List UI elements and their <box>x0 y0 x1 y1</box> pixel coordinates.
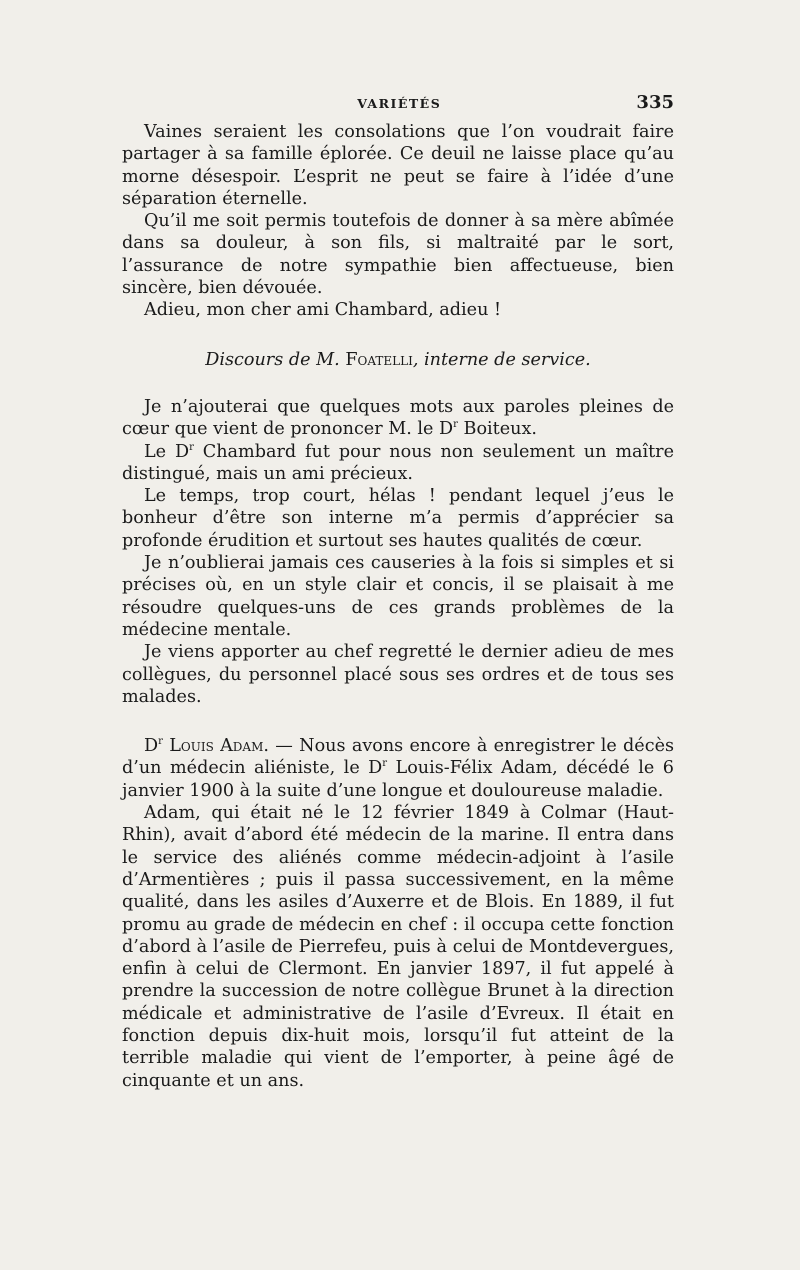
paragraph-sympathy: Qu’il me soit permis toutefois de donner à sa mère abîmée dans sa douleur, à son fils, si maltraité par le sort, l’assurance de notre sympathie bien affectueuse, bien sincère, bien dévouée. <box>122 211 674 299</box>
speech-p2-text: Le D <box>144 441 190 462</box>
speech-paragraph-5: Je viens apporter au chef regretté le dernier adieu de mes collègues, du personnel placé sous ses ordres et de tous ses malades. <box>122 642 674 707</box>
page-number: 335 <box>636 92 674 113</box>
running-head <box>122 92 674 118</box>
speech-heading-prefix: Discours de M. <box>205 349 340 370</box>
text-block <box>122 92 674 1092</box>
paragraph-farewell: Adieu, mon cher ami Chambard, adieu ! <box>144 300 502 321</box>
running-title: VARIÉTÉS <box>357 96 442 111</box>
speech-heading <box>122 349 674 371</box>
obituary-paragraph-1 <box>122 735 674 802</box>
speech-p2-sup: r <box>189 441 194 453</box>
speech-p1-text: Je n’ajouterai que quelques mots aux paroles pleines de cœur que vient de prononcer M. le D <box>122 396 674 440</box>
obituary-title-sup: r <box>158 736 163 748</box>
obituary-p1-start: — Nous avons encore à enregistrer le décès d’un médecin aliéniste, le D <box>122 736 675 779</box>
speech-p1-end: Boiteux. <box>457 419 538 440</box>
speech-paragraph-1 <box>122 396 674 441</box>
obituary-title-name: Louis Adam. <box>169 736 269 757</box>
speech-p2-end: Chambard fut pour nous non seulement un maître distingué, mais un ami précieux. <box>122 441 675 484</box>
speech-paragraph-3: Le temps, trop court, hélas ! pendant lequel j’eus le bonheur d’être son interne m’a permis d’apprécier sa profonde érudition et surtout ses hautes qualités de cœur. <box>122 486 674 551</box>
obituary-p1-end: Louis-Félix Adam, décédé le 6 janvier 1900 à la suite d’une longue et douloureuse maladie. <box>122 758 674 801</box>
speech-p1-sup: r <box>453 419 458 431</box>
speech-paragraph-2 <box>122 441 674 486</box>
section-gap <box>122 708 674 735</box>
speech-heading-suffix: , interne de service. <box>412 349 591 370</box>
obituary-paragraph-2: Adam, qui était né le 12 février 1849 à Colmar (Haut-Rhin), avait d’abord été médecin de la marine. Il entra dans le service des aliénés comme médecin-adjoint à l’asile d’Armentières ; puis il passa successivement, en la même qualité, dans les asiles d’Auxerre et de Blois. En 1889, il fut promu au grade de médecin en chef : il occupa cette fonction d’abord à l’asile de Pierrefeu, puis à celui de Montdevergues, enfin à celui de Clermont. En janvier 1897, il fut appelé à prendre la succession de notre collègue Brunet à la direction médicale et administrative de l’asile d’Evreux. Il était en fonction depuis dix-huit mois, lorsqu’il fut atteint de la terrible maladie qui vient de l’emporter, à peine âgé de cinquante et un ans. <box>122 803 674 1091</box>
obituary-title-prefix: D <box>144 736 159 757</box>
speech-heading-name: Foatelli <box>345 349 413 370</box>
paragraph-consolations: Vaines seraient les consolations que l’on voudrait faire partager à sa famille éplorée. Ce deuil ne laisse place qu’au morne désespoir. L’esprit ne peut se faire à l’idée d’une séparation éternelle. <box>122 122 674 209</box>
obituary-p1-sup: r <box>382 758 388 770</box>
speech-paragraph-4: Je n’oublierai jamais ces causeries à la fois si simples et si précises où, en un style clair et concis, il se plaisait à me résoudre quelques-uns de ces grands problèmes de la médecine mentale. <box>122 553 674 640</box>
